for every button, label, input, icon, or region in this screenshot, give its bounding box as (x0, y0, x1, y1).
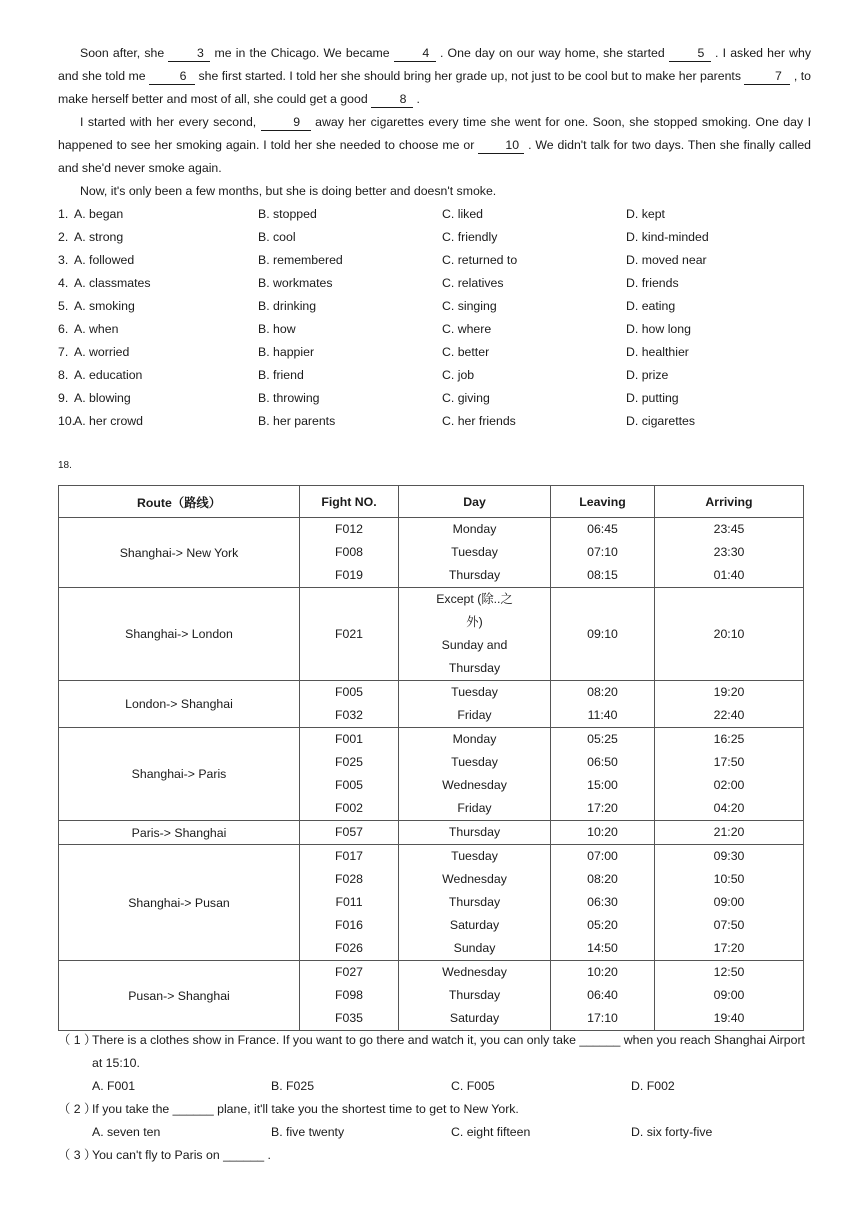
arriving-cell-value: 09:30 (713, 849, 745, 863)
question-1-option-c[interactable]: C. F005 (451, 1079, 495, 1093)
flight-no-cell (300, 821, 399, 845)
route-cell: London-> Shanghai (59, 681, 300, 728)
leaving-cell (551, 681, 655, 728)
day-cell-value: Thursday (448, 895, 501, 909)
option-row (58, 226, 818, 249)
leaving-cell-value: 08:20 (587, 685, 618, 699)
leaving-cell-value: 17:20 (587, 801, 618, 815)
flight-no-cell (300, 961, 399, 1031)
day-cell-value: Thursday (448, 988, 501, 1002)
day-cell-value: Wednesday (442, 872, 507, 886)
option-number: 1. (58, 207, 69, 221)
day-cell-value: Thursday (448, 661, 501, 675)
day-cell-value: Sunday (453, 941, 496, 955)
option-number: 2. (58, 230, 69, 244)
option-row (58, 249, 818, 272)
route-cell: Shanghai-> Paris (59, 728, 300, 821)
table-header-row (59, 486, 804, 518)
flight-no-cell: F021 (300, 588, 399, 681)
question-2-option-b[interactable]: B. five twenty (271, 1125, 345, 1139)
flight-no-cell-value: F005 (334, 778, 364, 792)
day-cell (399, 588, 551, 681)
option-row (58, 341, 818, 364)
table-row (59, 728, 804, 821)
leaving-cell-value: 10:20 (587, 825, 618, 839)
header-arriving: Arriving (655, 486, 804, 518)
blank-10[interactable]: 10 (478, 138, 524, 154)
day-cell-value: Friday (457, 801, 492, 815)
option-d[interactable]: D. prize (626, 368, 669, 382)
question-1-option-b[interactable]: B. F025 (271, 1079, 315, 1093)
arriving-cell-value: 12:50 (713, 965, 745, 979)
blank-6[interactable]: 6 (149, 69, 195, 85)
arriving-cell-value: 01:40 (713, 568, 745, 582)
flight-no-cell-value: F098 (334, 988, 364, 1002)
leaving-cell-value: 06:40 (587, 988, 618, 1002)
option-c[interactable]: C. her friends (442, 414, 516, 428)
arriving-cell-value: 19:20 (713, 685, 745, 699)
option-number: 3. (58, 253, 69, 267)
leaving-cell-value: 05:20 (587, 918, 618, 932)
day-cell-value: Monday (452, 522, 497, 536)
arriving-cell-value: 04:20 (713, 801, 745, 815)
header-route: Route（路线） (59, 486, 300, 518)
option-b[interactable]: B. stopped (258, 207, 317, 221)
arriving-cell-value: 02:00 (713, 778, 745, 792)
question-2-option-c[interactable]: C. eight fifteen (451, 1125, 531, 1139)
day-cell-value: Tuesday (451, 545, 498, 559)
flight-no-cell-value: F017 (334, 849, 364, 863)
option-b[interactable]: B. drinking (258, 299, 317, 313)
arriving-cell: 20:10 (655, 588, 804, 681)
route-cell: Shanghai-> Pusan (59, 845, 300, 961)
option-c[interactable]: C. relatives (442, 276, 504, 290)
blank-9[interactable]: 9 (261, 115, 311, 131)
blank-4[interactable]: 4 (394, 46, 436, 62)
day-cell-value: Thursday (448, 825, 501, 839)
flight-no-cell-value: F005 (334, 685, 364, 699)
option-d[interactable]: D. putting (626, 391, 679, 405)
option-a[interactable]: A. followed (74, 253, 135, 267)
day-cell (399, 681, 551, 728)
day-cell-value: Saturday (449, 918, 500, 932)
option-a[interactable]: A. worried (74, 345, 130, 359)
option-b[interactable]: B. how (258, 322, 296, 336)
arriving-cell-value: 19:40 (713, 1011, 745, 1025)
option-row (58, 295, 818, 318)
day-cell (399, 961, 551, 1031)
passage-paragraph-1: Soon after, she 3 me in the Chicago. We became 4 . One day on our way home, she started 5 . I asked her why and she told me 6 she first started. I told her she should bring her grade up, not just to be cool but to make her parents 7 , to make herself better and most of all, she could get a good 8 . (58, 46, 811, 106)
leaving-cell-value: 05:25 (587, 732, 618, 746)
option-c[interactable]: C. giving (442, 391, 490, 405)
option-row (58, 272, 818, 295)
option-d[interactable]: D. kept (626, 207, 665, 221)
leaving-cell-value: 07:00 (587, 849, 618, 863)
leaving-cell (551, 961, 655, 1031)
arriving-cell-value: 16:25 (713, 732, 745, 746)
leaving-cell (551, 845, 655, 961)
option-a[interactable]: A. strong (74, 230, 124, 244)
day-cell-value: Wednesday (442, 965, 507, 979)
option-b[interactable]: B. happier (258, 345, 315, 359)
question-3-text: You can't fly to Paris on ______ . (92, 1148, 271, 1162)
day-cell-value: Except (除..之 (436, 592, 513, 606)
arriving-cell (655, 821, 804, 845)
arriving-cell-value: 10:50 (713, 872, 745, 886)
leaving-cell: 09:10 (551, 588, 655, 681)
option-a[interactable]: A. her crowd (74, 414, 144, 428)
flight-no-cell-value: F011 (335, 895, 363, 909)
option-d[interactable]: D. kind-minded (626, 230, 709, 244)
option-d[interactable]: D. cigarettes (626, 414, 696, 428)
question-3-number: （ 3 ） (58, 1148, 97, 1162)
question-2-number: （ 2 ） (58, 1102, 97, 1116)
option-number: 8. (58, 368, 69, 382)
option-row (58, 203, 818, 226)
option-c[interactable]: C. singing (442, 299, 497, 313)
table-row (59, 681, 804, 728)
blank-3[interactable]: 3 (168, 46, 210, 62)
question-1-text: There is a clothes show in France. If you want to go there and watch it, you can only take ______ when you reach Shanghai Airport (92, 1033, 805, 1047)
question-1-continuation: at 15:10. (92, 1056, 140, 1070)
flight-no-cell-value: F016 (334, 918, 364, 932)
flight-schedule-table (58, 485, 804, 1031)
option-a[interactable]: A. education (74, 368, 143, 382)
flight-no-cell-value: F057 (334, 825, 364, 839)
day-cell-value: Wednesday (442, 778, 507, 792)
option-a[interactable]: A. blowing (74, 391, 131, 405)
option-b[interactable]: B. remembered (258, 253, 343, 267)
leaving-cell-value: 07:10 (587, 545, 618, 559)
option-d[interactable]: D. friends (626, 276, 679, 290)
route-cell: Pusan-> Shanghai (59, 961, 300, 1031)
arriving-cell-value: 07:50 (713, 918, 745, 932)
passage-paragraph-3: Now, it's only been a few months, but she is doing better and doesn't smoke. (80, 184, 497, 198)
table-row (59, 821, 804, 845)
route-cell: Paris-> Shanghai (59, 821, 300, 845)
blank-8[interactable]: 8 (371, 92, 413, 108)
arriving-cell (655, 845, 804, 961)
arriving-cell-value: 23:45 (713, 522, 745, 536)
flight-no-cell (300, 845, 399, 961)
flight-no-cell-value: F035 (334, 1011, 364, 1025)
flight-no-cell-value: F032 (334, 708, 364, 722)
flight-no-cell-value: F026 (334, 941, 364, 955)
arriving-cell-value: 17:50 (713, 755, 745, 769)
flight-no-cell-value: F027 (334, 965, 364, 979)
day-cell-value: Tuesday (451, 685, 498, 699)
leaving-cell (551, 518, 655, 588)
table-row (59, 961, 804, 1031)
day-cell-value: Friday (457, 708, 492, 722)
option-row (58, 364, 818, 387)
option-row (58, 318, 818, 341)
route-cell: Shanghai-> London (59, 588, 300, 681)
day-cell (399, 728, 551, 821)
option-c[interactable]: C. returned to (442, 253, 518, 267)
option-number: 9. (58, 391, 69, 405)
arriving-cell-value: 17:20 (713, 941, 745, 955)
question-1-option-d[interactable]: D. F002 (631, 1079, 675, 1093)
option-c[interactable]: C. liked (442, 207, 484, 221)
flight-no-cell-value: F002 (334, 801, 364, 815)
option-row (58, 410, 818, 433)
table-row (59, 845, 804, 961)
option-d[interactable]: D. moved near (626, 253, 707, 267)
leaving-cell-value: 10:20 (587, 965, 618, 979)
question-2-option-a[interactable]: A. seven ten (92, 1125, 161, 1139)
day-cell-value: Thursday (448, 568, 501, 582)
flight-no-cell (300, 681, 399, 728)
option-c[interactable]: C. better (442, 345, 490, 359)
day-cell (399, 821, 551, 845)
leaving-cell-value: 08:20 (587, 872, 618, 886)
day-cell (399, 845, 551, 961)
question-2-text: If you take the ______ plane, it'll take you the shortest time to get to New York. (92, 1102, 519, 1116)
option-number: 7. (58, 345, 69, 359)
header-day: Day (399, 486, 551, 518)
option-a[interactable]: A. classmates (74, 276, 151, 290)
option-c[interactable]: C. friendly (442, 230, 498, 244)
question-2-option-d[interactable]: D. six forty-five (631, 1125, 713, 1139)
leaving-cell (551, 728, 655, 821)
table-row (59, 588, 804, 681)
arriving-cell-value: 23:30 (713, 545, 745, 559)
option-b[interactable]: B. friend (258, 368, 304, 382)
day-cell-value: Monday (452, 732, 497, 746)
option-d[interactable]: D. how long (626, 322, 691, 336)
header-flight-no: Fight NO. (300, 486, 399, 518)
day-cell-value: Tuesday (451, 849, 498, 863)
option-number: 4. (58, 276, 69, 290)
option-d[interactable]: D. eating (626, 299, 676, 313)
leaving-cell-value: 06:50 (587, 755, 618, 769)
day-cell-value: Saturday (449, 1011, 500, 1025)
option-a[interactable]: A. smoking (74, 299, 135, 313)
leaving-cell-value: 15:00 (587, 778, 618, 792)
leaving-cell-value: 08:15 (587, 568, 618, 582)
question-number: 18. (58, 460, 72, 471)
arriving-cell-value: 09:00 (713, 895, 745, 909)
option-d[interactable]: D. healthier (626, 345, 689, 359)
option-number: 6. (58, 322, 69, 336)
option-row (58, 387, 818, 410)
leaving-cell-value: 14:50 (587, 941, 618, 955)
flight-no-cell (300, 728, 399, 821)
option-number: 10. (58, 414, 76, 428)
leaving-cell-value: 06:45 (587, 522, 618, 536)
option-b[interactable]: B. her parents (258, 414, 336, 428)
flight-no-cell (300, 518, 399, 588)
blank-7[interactable]: 7 (744, 69, 790, 85)
question-1-number: （ 1 ） (58, 1033, 97, 1047)
arriving-cell (655, 961, 804, 1031)
flight-no-cell-value: F028 (334, 872, 364, 886)
flight-no-cell-value: F025 (334, 755, 364, 769)
arriving-cell-value: 22:40 (713, 708, 745, 722)
day-cell-value: Tuesday (451, 755, 498, 769)
flight-no-cell-value: F008 (334, 545, 364, 559)
flight-no-cell-value: F001 (334, 732, 364, 746)
question-1-option-a[interactable]: A. F001 (92, 1079, 136, 1093)
leaving-cell (551, 821, 655, 845)
leaving-cell-value: 11:40 (587, 708, 618, 722)
leaving-cell-value: 06:30 (587, 895, 618, 909)
option-c[interactable]: C. job (442, 368, 475, 382)
day-cell-value: Sunday and (441, 638, 508, 652)
passage-paragraph-2: I started with her every second, 9 away her cigarettes every time she went for one. Soon, she stopped smoking. One day I happened to see her smoking again. I told her she needed to choose me or 10 . We didn't talk for two days. Then she finally called and she'd never smoke again. (58, 115, 811, 175)
option-a[interactable]: A. when (74, 322, 119, 336)
blank-5[interactable]: 5 (669, 46, 711, 62)
option-b[interactable]: B. workmates (258, 276, 333, 290)
option-b[interactable]: B. cool (258, 230, 296, 244)
arriving-cell (655, 681, 804, 728)
flight-no-cell-value: F012 (334, 522, 364, 536)
arriving-cell-value: 21:20 (713, 825, 745, 839)
day-cell (399, 518, 551, 588)
option-c[interactable]: C. where (442, 322, 492, 336)
arriving-cell (655, 728, 804, 821)
arriving-cell (655, 518, 804, 588)
day-cell-value: 外) (466, 615, 483, 629)
leaving-cell-value: 17:10 (587, 1011, 618, 1025)
header-leaving: Leaving (551, 486, 655, 518)
option-a[interactable]: A. began (74, 207, 124, 221)
table-row (59, 518, 804, 588)
route-cell: Shanghai-> New York (59, 518, 300, 588)
arriving-cell-value: 09:00 (713, 988, 745, 1002)
flight-no-cell-value: F019 (334, 568, 364, 582)
option-b[interactable]: B. throwing (258, 391, 320, 405)
option-number: 5. (58, 299, 69, 313)
